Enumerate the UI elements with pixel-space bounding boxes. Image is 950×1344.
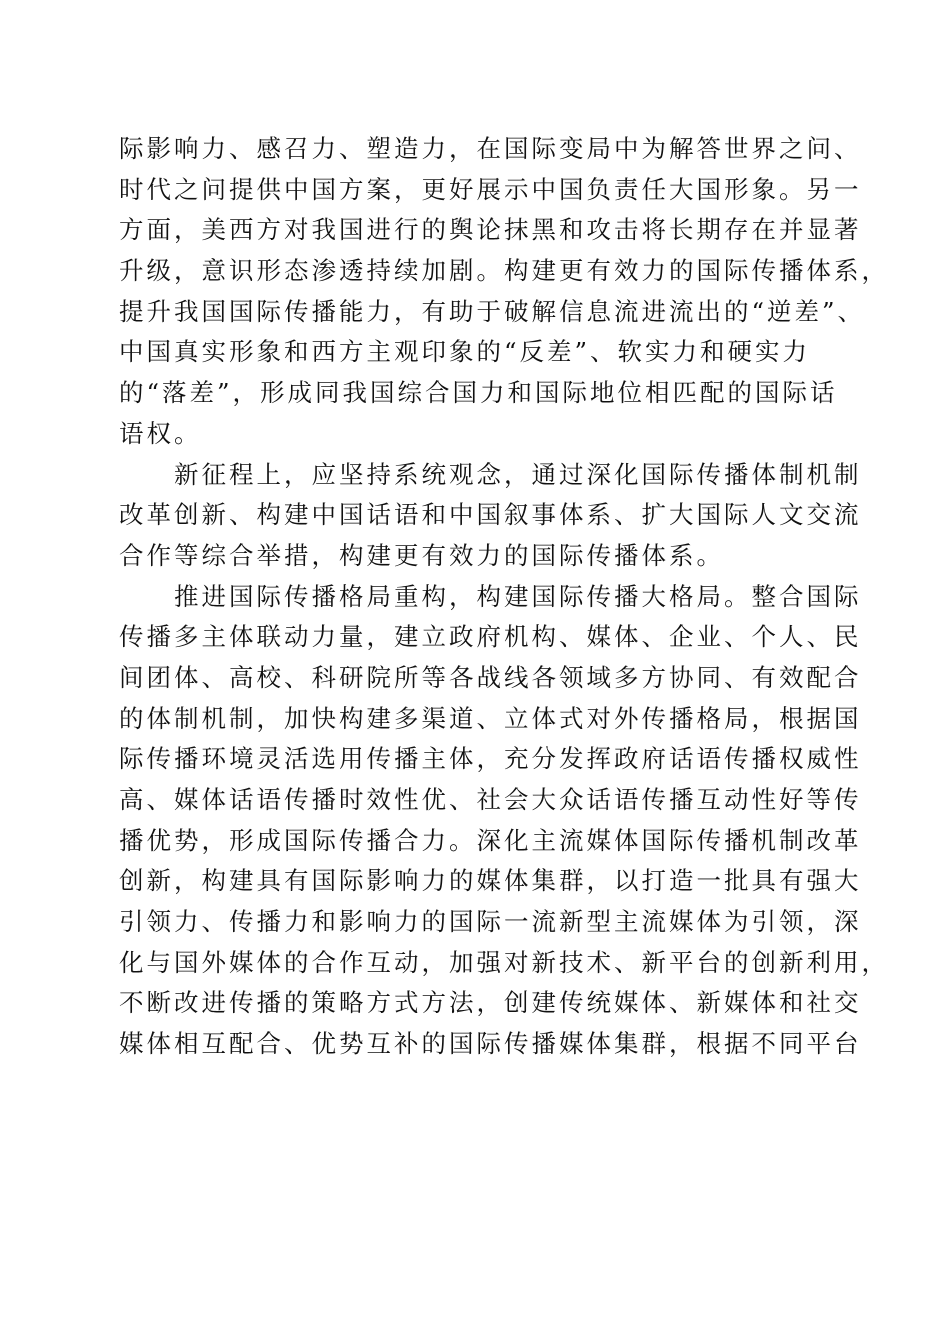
text-line: 的体制机制，加快构建多渠道、立体式对外传播格局，根据国	[119, 703, 862, 733]
text-line: 方面，美西方对我国进行的舆论抹黑和攻击将长期存在并显著	[119, 215, 862, 245]
text-line: 语权。	[119, 418, 202, 448]
text-line: 播优势，形成国际传播合力。深化主流媒体国际传播机制改革	[119, 825, 862, 855]
text-line: 媒体相互配合、优势互补的国际传播媒体集群，根据不同平台	[119, 1029, 862, 1059]
text-line: 传播多主体联动力量，建立政府机构、媒体、企业、个人、民	[119, 622, 862, 652]
text-line: 合作等综合举措，构建更有效力的国际传播体系。	[119, 540, 724, 570]
text-line: 的“落差”，形成同我国综合国力和国际地位相匹配的国际话	[119, 378, 838, 408]
text-line: 不断改进传播的策略方式方法，创建传统媒体、新媒体和社交	[119, 988, 862, 1018]
text-line: 际影响力、感召力、塑造力，在国际变局中为解答世界之问、	[119, 134, 862, 163]
text-line: 化与国外媒体的合作互动，加强对新技术、新平台的创新利用，	[119, 947, 889, 977]
text-line: 际传播环境灵活选用传播主体，充分发挥政府话语传播权威性	[119, 744, 862, 774]
text-line: 时代之问提供中国方案，更好展示中国负责任大国形象。另一	[119, 174, 862, 204]
text-line: 中国真实形象和西方主观印象的“反差”、软实力和硬实力	[119, 337, 811, 367]
text-line: 间团体、高校、科研院所等各战线各领域多方协同、有效配合	[119, 662, 862, 692]
text-line: 新征程上，应坚持系统观念，通过深化国际传播体制机制	[119, 459, 862, 489]
text-line: 改革创新、构建中国话语和中国叙事体系、扩大国际人文交流	[119, 500, 862, 530]
text-line: 提升我国国际传播能力，有助于破解信息流进流出的“逆差”、	[119, 296, 866, 326]
body-text	[119, 129, 889, 1065]
text-line: 创新，构建具有国际影响力的媒体集群，以打造一批具有强大	[119, 866, 862, 896]
text-line: 升级，意识形态渗透持续加剧。构建更有效力的国际传播体系，	[119, 256, 889, 286]
text-line: 高、媒体话语传播时效性优、社会大众话语传播互动性好等传	[119, 785, 862, 814]
text-line: 引领力、传播力和影响力的国际一流新型主流媒体为引领，深	[119, 907, 862, 937]
text-line: 推进国际传播格局重构，构建国际传播大格局。整合国际	[119, 581, 862, 611]
